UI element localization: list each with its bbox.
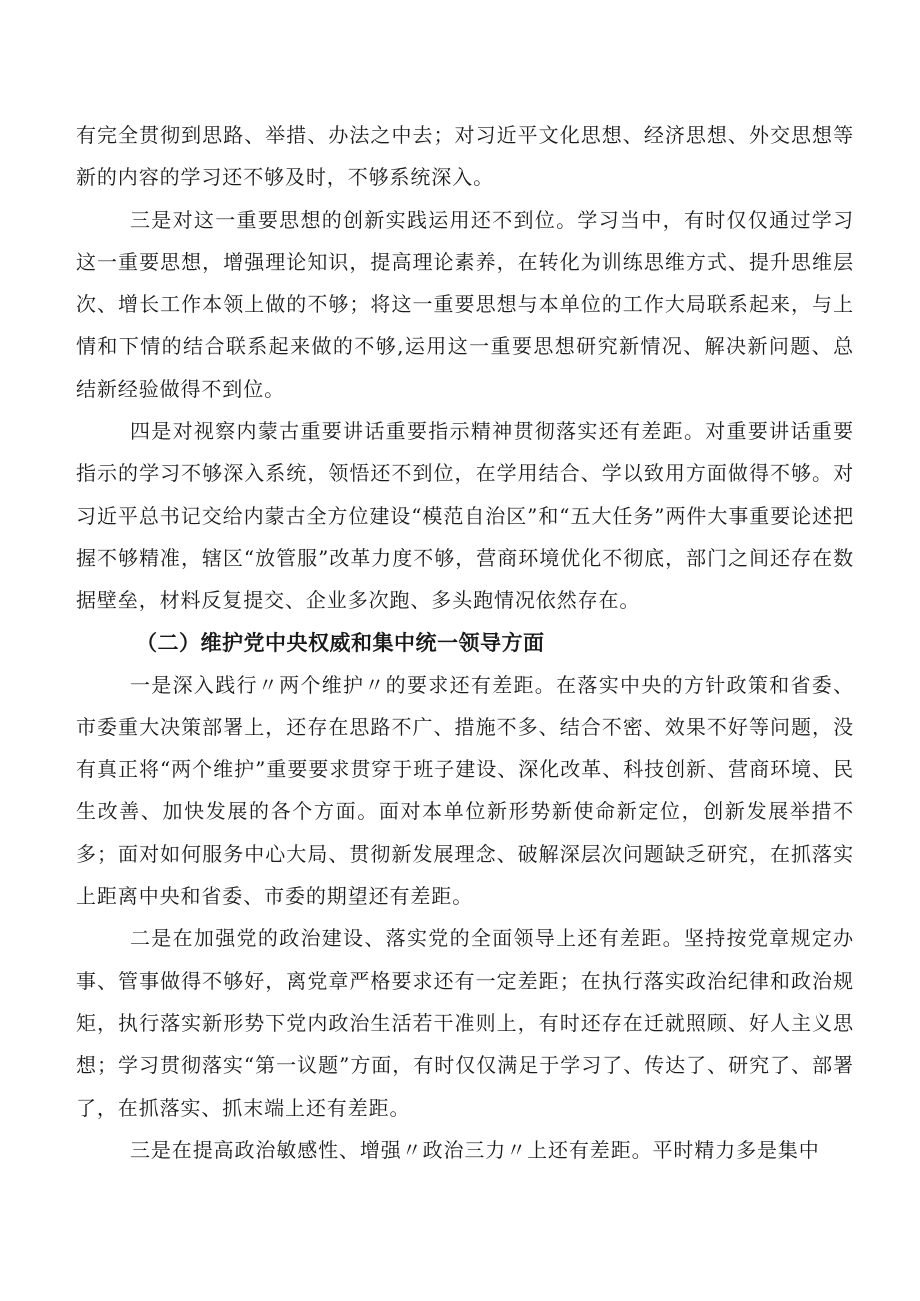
- paragraph-point-one-two-safeguards: 一是深入践行〃两个维护〃的要求还有差距。在落实中央的方针政策和省委、市委重大决策部署上，还存在思路不广、措施不多、结合不密、效果不好等问题，没有真正将“两个维护”重要要求贯穿于班子建设、深化改革、科技创新、营商环境、民生改善、加快发展的各个方面。面对本单位新形势新使命新定位，创新发展举措不多；面对如何服务中心大局、贯彻新发展理念、破解深层次问题缺乏研究，在抓落实上距离中央和省委、市委的期望还有差距。: [76, 672, 854, 909]
- paragraph-point-two-political-building: 二是在加强党的政治建设、落实党的全面领导上还有差距。坚持按党章规定办事、管事做得不够好，离党章严格要求还有一定差距；在执行落实政治纪律和政治规矩，执行落实新形势下党内政治生活若干准则上，有时还存在迁就照顾、好人主义思想；学习贯彻落实“第一议题”方面，有时仅仅满足于学习了、传达了、研究了、部署了，在抓落实、抓末端上还有差距。: [76, 926, 854, 1120]
- document-body: [76, 114, 854, 1171]
- paragraph-point-four-inner-mongolia: 四是对视察内蒙古重要讲话重要指示精神贯彻落实还有差距。对重要讲话重要指示的学习不够深入系统，领悟还不到位，在学用结合、学以致用方面做得不够。对习近平总书记交给内蒙古全方位建设“模范自治区”和“五大任务”两件大事重要论述把握不够精准，辖区“放管服”改革力度不够，营商环境优化不彻底，部门之间还存在数据壁垒，材料反复提交、企业多次跑、多头跑情况依然存在。: [76, 419, 854, 613]
- paragraph-point-three-innovation: 三是对这一重要思想的创新实践运用还不到位。学习当中，有时仅仅通过学习这一重要思想，增强理论知识，提高理论素养，在转化为训练思维方式、提升思维层次、增长工作本领上做的不够；将这一重要思想与本单位的工作大局联系起来，与上情和下情的结合联系起来做的不够,运用这一重要思想研究新情况、解决新问题、总结新经验做得不到位。: [76, 207, 854, 401]
- paragraph-point-three-political-sensitivity: 三是在提高政治敏感性、增强〃政治三力〃上还有差距。平时精力多是集中: [130, 1137, 820, 1162]
- paragraph-continuation: 有完全贯彻到思路、举措、办法之中去；对习近平文化思想、经济思想、外交思想等新的内容的学习还不够及时，不够系统深入。: [76, 123, 854, 190]
- section-heading-two: （二）维护党中央权威和集中统一领导方面: [136, 630, 545, 655]
